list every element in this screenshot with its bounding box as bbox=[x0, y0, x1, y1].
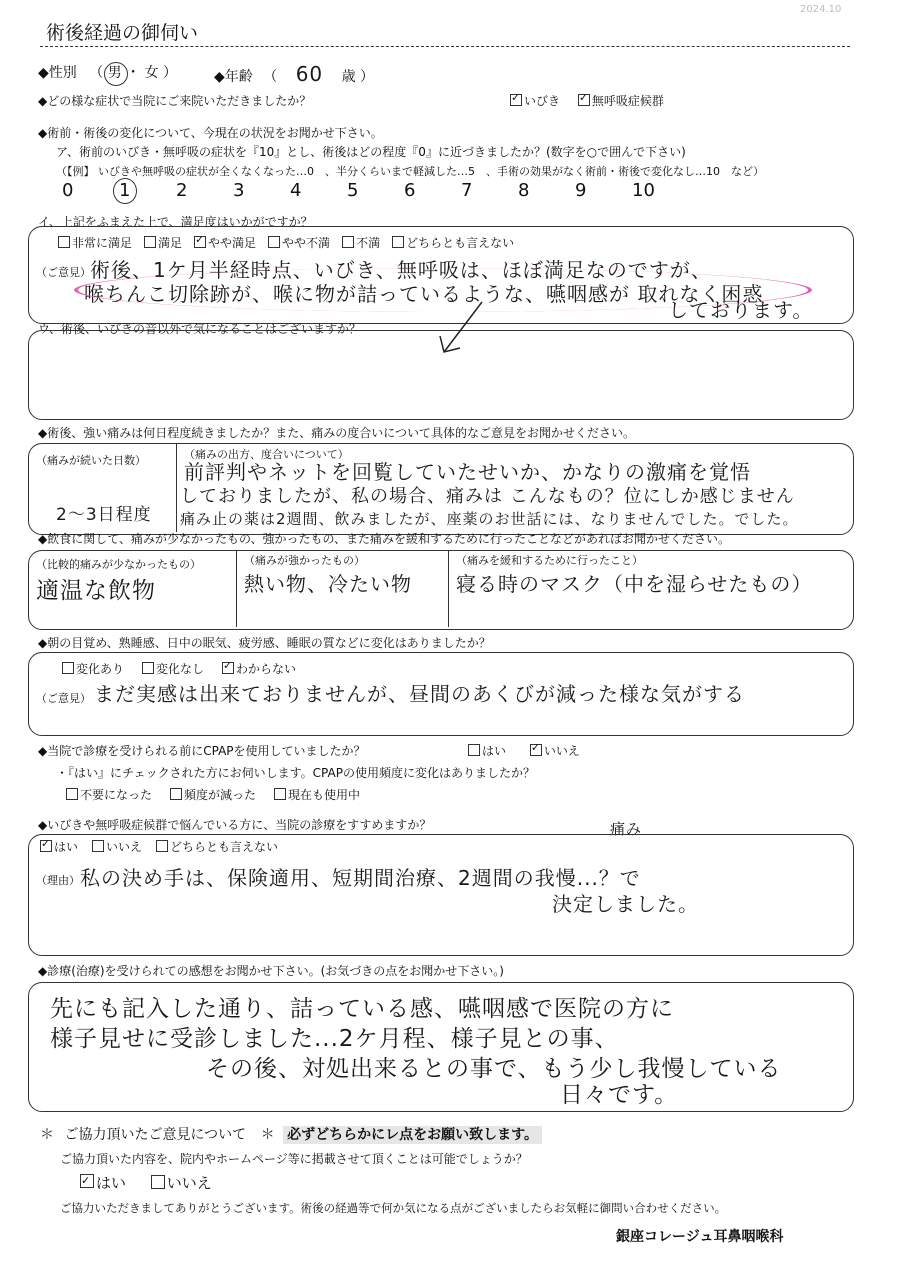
satisfaction-checkbox[interactable] bbox=[194, 236, 206, 248]
footer-no-label: いいえ bbox=[166, 1174, 212, 1192]
page-title: 術後経過の御伺い bbox=[46, 22, 199, 44]
satisfaction-question: イ、上記をふまえた上で、満足度はいかがですか？ bbox=[38, 215, 313, 229]
recommend-answer-line2[interactable]: 決定しました。 bbox=[552, 892, 699, 916]
scale-option-6[interactable]: 6 bbox=[404, 180, 416, 201]
change-subquestion: ア、術前のいびき・無呼吸の症状を『10』とし、術後はどの程度『0』に近づきましたか？(数字を○で囲んで下さい) bbox=[56, 145, 686, 159]
footer-yes-checkbox[interactable] bbox=[80, 1174, 94, 1188]
morning-question: ◆朝の目覚め、熟睡感、日中の眠気、疲労感、睡眠の質などに変化はありましたか？ bbox=[38, 636, 491, 650]
satisfaction-option[interactable] bbox=[58, 236, 132, 250]
food-relief-label: （痛みを緩和するために行ったこと） bbox=[456, 554, 643, 567]
morning-opinion-label: （ご意見） bbox=[36, 692, 91, 705]
cpap-no-label: いいえ bbox=[543, 744, 580, 758]
sex-male-circle bbox=[104, 62, 128, 86]
cpap-sub-label: 頻度が減った bbox=[184, 788, 257, 802]
morning-label: 変化あり bbox=[76, 662, 125, 676]
food-low-label: （比較的痛みが少なかったもの） bbox=[36, 558, 201, 571]
sex-separator: ・ bbox=[126, 65, 141, 81]
satisfaction-opinion-label: （ご意見） bbox=[36, 266, 91, 279]
recommend-option[interactable] bbox=[156, 840, 278, 854]
morning-option[interactable] bbox=[62, 662, 124, 676]
symptom-apnea-checkbox[interactable] bbox=[578, 94, 590, 106]
food-divider-1 bbox=[236, 551, 237, 627]
pain-answer-line1[interactable]: 前評判やネットを回覧していたせいか、かなりの激痛を覚悟 bbox=[184, 460, 751, 484]
recommend-question: ◆いびきや無呼吸症候群で悩んでいる方に、当院の診療をすすめますか？ bbox=[38, 818, 432, 832]
satisfaction-label: 不満 bbox=[356, 236, 381, 250]
recommend-checkbox[interactable] bbox=[40, 840, 52, 852]
age-close-paren: ） bbox=[360, 69, 375, 85]
clinic-name: 銀座コレージュ耳鼻咽喉科 bbox=[616, 1229, 784, 1245]
morning-options bbox=[62, 660, 314, 677]
pain-box-divider bbox=[176, 444, 177, 532]
sex-male-option[interactable] bbox=[108, 65, 122, 81]
cpap-subquestion: ・『はい』にチェックされた方にお伺いします。CPAPの使用頻度に変化はありましたか？ bbox=[56, 766, 535, 780]
symptom-snoring-label: いびき bbox=[524, 94, 561, 108]
cpap-sub-options bbox=[66, 786, 378, 803]
scale-option-4[interactable]: 4 bbox=[290, 180, 302, 201]
cpap-sub-checkbox[interactable] bbox=[274, 788, 286, 800]
morning-label: わからない bbox=[236, 662, 297, 676]
cpap-sub-option[interactable] bbox=[170, 788, 256, 802]
scale-option-1[interactable]: 1 bbox=[119, 180, 131, 201]
satisfaction-checkbox[interactable] bbox=[144, 236, 156, 248]
recommend-reason-label: （理由） bbox=[36, 874, 80, 887]
impression-answer-line4[interactable]: 日々です。 bbox=[560, 1082, 679, 1108]
morning-option[interactable] bbox=[222, 662, 296, 676]
satisfaction-answer-line2[interactable]: 喉ちんこ切除跡が、喉に物が詰っているような、嚥咽感が 取れなく困惑 bbox=[84, 282, 764, 306]
cpap-sub-checkbox[interactable] bbox=[66, 788, 78, 800]
change-example: （【例】 いびきや無呼吸の症状が全くなくなった…0 、半分くらいまで軽減した…5 、手術の効果がなく術前・術後で変化なし…10 など） bbox=[56, 165, 764, 178]
symptom-question: ◆どの様な症状で当院にご来院いただきましたか？ bbox=[38, 94, 312, 108]
morning-answer[interactable]: まだ実感は出来ておりませんが、昼間のあくびが減った様な気がする bbox=[94, 682, 745, 706]
recommend-label: はい bbox=[54, 840, 79, 854]
satisfaction-answer-line1[interactable]: 術後、1ケ月半経時点、いびき、無呼吸は、ほぼ満足なのですが、 bbox=[90, 258, 712, 282]
footer-must-note: 必ずどちらかにレ点をお願い致します。 bbox=[283, 1126, 542, 1144]
footer-heading bbox=[40, 1124, 542, 1144]
impression-question: ◆診療(治療)を受けられての感想をお聞かせ下さい。(お気づきの点をお聞かせ下さい。) bbox=[38, 964, 504, 978]
cpap-yes-label: はい bbox=[482, 744, 507, 758]
impression-answer-line3[interactable]: その後、対処出来るとの事で、もう少し我慢している bbox=[206, 1056, 782, 1082]
sex-male-label: 男 bbox=[107, 65, 122, 81]
satisfaction-options bbox=[58, 234, 526, 251]
age-value[interactable]: 60 bbox=[295, 62, 324, 86]
recommend-label: いいえ bbox=[106, 840, 143, 854]
change-question: ◆術前・術後の変化について、今現在の状況をお聞かせ下さい。 bbox=[38, 126, 383, 140]
age-row bbox=[214, 62, 374, 86]
scale-option-7[interactable]: 7 bbox=[461, 180, 473, 201]
age-open-paren: （ bbox=[263, 69, 278, 85]
pain-answer-line3[interactable]: 痛み止の薬は2週間、飲みましたが、座薬のお世話には、なりませんでした。でした。 bbox=[180, 510, 799, 528]
cpap-sub-label: 現在も使用中 bbox=[288, 788, 361, 802]
satisfaction-label: やや満足 bbox=[208, 236, 257, 250]
scale-option-2[interactable]: 2 bbox=[176, 180, 188, 201]
satisfaction-option[interactable] bbox=[342, 236, 380, 250]
food-relief-value[interactable]: 寝る時のマスク（中を湿らせたもの） bbox=[456, 572, 813, 596]
arrow-icon bbox=[432, 298, 492, 360]
symptom-options bbox=[510, 92, 664, 109]
impression-answer-line1[interactable]: 先にも記入した通り、詰っている感、嚥咽感で医院の方に bbox=[50, 996, 674, 1022]
scale-selected-circle bbox=[113, 178, 137, 204]
food-high-label: （痛みが強かったもの） bbox=[244, 554, 365, 567]
satisfaction-checkbox[interactable] bbox=[342, 236, 354, 248]
footer-options bbox=[80, 1172, 212, 1193]
sex-row bbox=[38, 62, 177, 82]
footer-coop-text: ご協力頂いたご意見について bbox=[64, 1127, 247, 1143]
food-divider-2 bbox=[448, 551, 449, 627]
cpap-sub-label: 不要になった bbox=[80, 788, 153, 802]
morning-label: 変化なし bbox=[156, 662, 205, 676]
sex-female-option[interactable]: 女 bbox=[144, 65, 159, 81]
scale-option-0[interactable]: 0 bbox=[62, 180, 74, 201]
recommend-option[interactable] bbox=[40, 840, 78, 854]
footer-no-checkbox[interactable] bbox=[151, 1175, 165, 1189]
title-divider bbox=[40, 46, 850, 47]
recommend-option[interactable] bbox=[92, 840, 142, 854]
scale-option-10[interactable]: 10 bbox=[632, 180, 655, 201]
other-question: ウ、術後、いびきの音以外で気になることはございますか？ bbox=[38, 322, 362, 336]
stamp: 2024.10 bbox=[800, 4, 842, 15]
recommend-answer-line1[interactable]: 私の決め手は、保険適用、短期間治療、2週間の我慢...？で bbox=[80, 866, 641, 890]
pain-detail-label: （痛みの出方、度合いについて） bbox=[184, 448, 349, 461]
recommend-insert-text: 痛み bbox=[610, 820, 643, 838]
satisfaction-option[interactable] bbox=[194, 236, 256, 250]
cpap-yes-checkbox[interactable] bbox=[468, 744, 480, 756]
footer-thanks: ご協力いただきましてありがとうございます。術後の経過等で何か気になる点がございましたらお気軽に御問い合わせください。 bbox=[60, 1201, 727, 1215]
scale-option-5[interactable]: 5 bbox=[347, 180, 359, 201]
satisfaction-answer-line3[interactable]: しております。 bbox=[668, 298, 814, 322]
morning-option[interactable] bbox=[142, 662, 204, 676]
sex-label: ◆性別 bbox=[38, 65, 77, 81]
satisfaction-checkbox[interactable] bbox=[392, 236, 404, 248]
recommend-options bbox=[40, 838, 292, 855]
recommend-checkbox[interactable] bbox=[156, 840, 168, 852]
cpap-no-checkbox[interactable] bbox=[530, 744, 542, 756]
scale-option-9[interactable]: 9 bbox=[575, 180, 587, 201]
sex-open-paren: （ bbox=[89, 65, 104, 81]
cpap-sub-checkbox[interactable] bbox=[170, 788, 182, 800]
satisfaction-option[interactable] bbox=[392, 236, 514, 250]
recommend-checkbox[interactable] bbox=[92, 840, 104, 852]
morning-checkbox[interactable] bbox=[142, 662, 154, 674]
sex-close-paren: ） bbox=[163, 65, 178, 81]
impression-answer-line2[interactable]: 様子見せに受診しました...2ケ月程、様子見との事、 bbox=[50, 1026, 619, 1052]
morning-checkbox[interactable] bbox=[62, 662, 74, 674]
pain-question: ◆術後、強い痛みは何日程度続きましたか？また、痛みの度合いについて具体的なご意見をお聞かせください。 bbox=[38, 426, 635, 440]
footer-asterisk-2: ＊ bbox=[260, 1127, 275, 1143]
satisfaction-label: 満足 bbox=[158, 236, 183, 250]
footer-asterisk-1: ＊ bbox=[40, 1127, 54, 1143]
satisfaction-label: どちらとも言えない bbox=[406, 236, 515, 250]
food-low-value[interactable]: 適温な飲物 bbox=[36, 578, 156, 604]
satisfaction-option[interactable] bbox=[144, 236, 182, 250]
symptom-apnea-label: 無呼吸症候群 bbox=[591, 94, 664, 108]
scale-option-8[interactable]: 8 bbox=[518, 180, 530, 201]
cpap-sub-option[interactable] bbox=[66, 788, 152, 802]
age-label: ◆年齢 bbox=[214, 69, 253, 85]
pain-days-value[interactable]: 2〜3日程度 bbox=[56, 505, 152, 525]
satisfaction-checkbox[interactable] bbox=[58, 236, 70, 248]
footer-yes-label: はい bbox=[96, 1174, 127, 1192]
morning-checkbox[interactable] bbox=[222, 662, 234, 674]
pain-days-label: （痛みが続いた日数） bbox=[36, 454, 146, 467]
satisfaction-checkbox[interactable] bbox=[268, 236, 280, 248]
cpap-options bbox=[468, 742, 580, 759]
age-unit: 歳 bbox=[341, 69, 356, 85]
food-question: ◆飲食に関して、痛みが少なかったもの、強かったもの、また痛みを緩和するために行ったことなどがあればお聞かせください。 bbox=[38, 532, 731, 546]
satisfaction-option[interactable] bbox=[268, 236, 330, 250]
pain-answer-line2[interactable]: しておりましたが、私の場合、痛みは こんなもの？位にしか感じません bbox=[180, 486, 795, 507]
scale-option-3[interactable]: 3 bbox=[233, 180, 245, 201]
cpap-sub-option[interactable] bbox=[274, 788, 360, 802]
footer-question: ご協力頂いた内容を、院内やホームページ等に掲載させて頂くことは可能でしょうか？ bbox=[60, 1152, 528, 1166]
satisfaction-label: やや不満 bbox=[282, 236, 331, 250]
satisfaction-label: 非常に満足 bbox=[72, 236, 133, 250]
food-high-value[interactable]: 熱い物、冷たい物 bbox=[244, 572, 412, 596]
recommend-label: どちらとも言えない bbox=[170, 840, 279, 854]
cpap-question: ◆当院で診療を受けられる前にCPAPを使用していましたか？ bbox=[38, 744, 366, 758]
symptom-snoring-checkbox[interactable] bbox=[510, 94, 522, 106]
